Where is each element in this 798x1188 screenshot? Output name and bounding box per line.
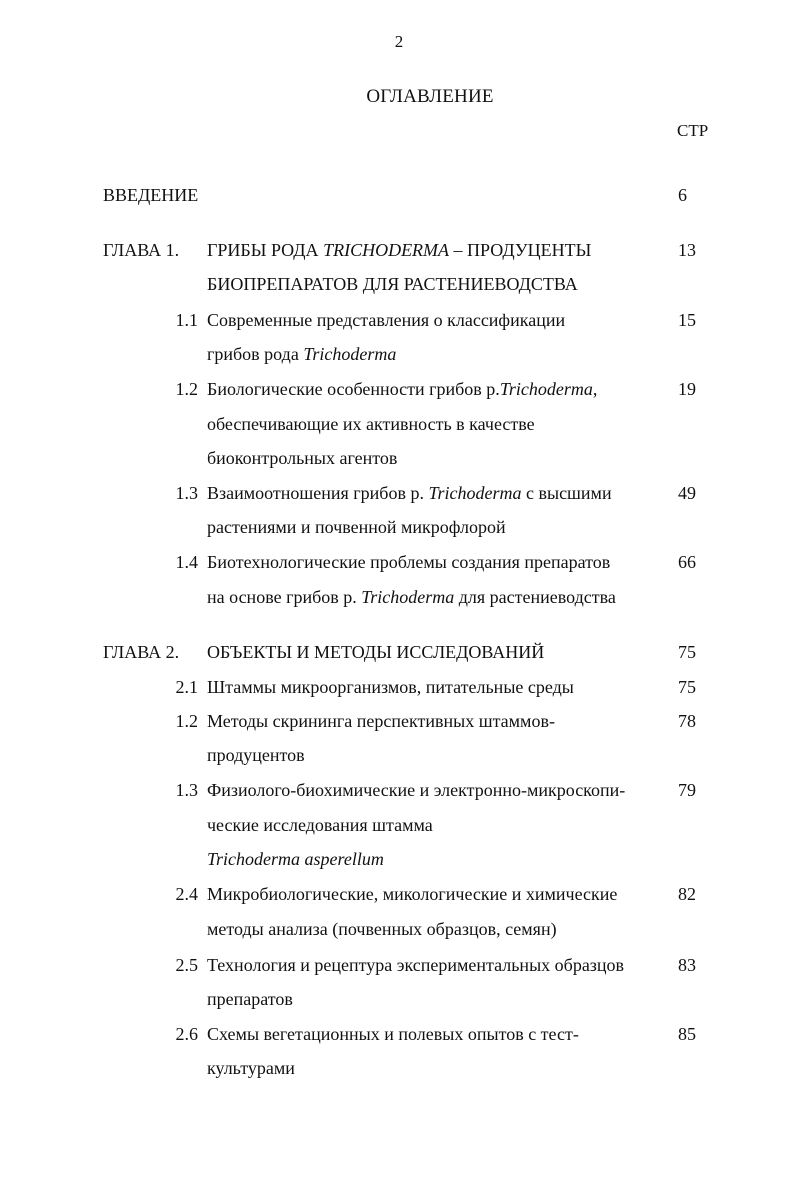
- section-title-line: препаратов: [207, 989, 293, 1009]
- page-column-header: СТР: [677, 121, 709, 140]
- chapter2-label: ГЛАВА 2.: [103, 642, 180, 662]
- section-title-line: Взаимоотношения грибов р. Trichoderma с высшими: [207, 483, 612, 503]
- toc-intro-page: 6: [678, 185, 687, 205]
- section-title-line: методы анализа (почвенных образцов, семян): [207, 919, 557, 939]
- section-title-line: Биотехнологические проблемы создания препаратов: [207, 552, 611, 572]
- section-number: 2.5: [175, 955, 198, 975]
- section-title-line: Микробиологические, микологические и химические: [207, 884, 618, 904]
- section-title-line: обеспечивающие их активность в качестве: [207, 414, 535, 434]
- chapter2-title: ОБЪЕКТЫ И МЕТОДЫ ИССЛЕДОВАНИЙ: [207, 642, 545, 662]
- section-title-line: Схемы вегетационных и полевых опытов с тест-: [207, 1024, 579, 1044]
- section-page: 82: [678, 884, 696, 904]
- section-page: 78: [678, 711, 696, 731]
- section-page: 15: [678, 310, 696, 330]
- section-title-line: Биологические особенности грибов р.Trichoderma,: [207, 379, 598, 399]
- chapter1-title-line1: ГРИБЫ РОДА TRICHODERMA – ПРОДУЦЕНТЫ: [207, 240, 592, 260]
- section-page: 85: [678, 1024, 696, 1044]
- section-page: 66: [678, 552, 696, 572]
- toc-intro-label: ВВЕДЕНИЕ: [103, 185, 199, 205]
- section-title-line: продуцентов: [207, 745, 305, 765]
- section-title-line: Технология и рецептура экспериментальных образцов: [207, 955, 625, 975]
- section-page: 83: [678, 955, 696, 975]
- section-title-line: на основе грибов р. Trichoderma для растениеводства: [207, 587, 616, 607]
- section-title-line: Методы скрининга перспективных штаммов-: [207, 711, 555, 731]
- section-number: 1.3: [175, 780, 198, 800]
- chapter2-page: 75: [678, 642, 696, 662]
- section-title-line: Trichoderma asperellum: [207, 849, 384, 869]
- section-page: 49: [678, 483, 696, 503]
- section-title-line: Штаммы микроорганизмов, питательные среды: [207, 677, 574, 697]
- section-title-line: Современные представления о классификации: [207, 310, 566, 330]
- section-title-line: растениями и почвенной микрофлорой: [207, 517, 506, 537]
- section-page: 75: [678, 677, 696, 697]
- section-number: 2.6: [175, 1024, 198, 1044]
- section-number: 1.3: [175, 483, 198, 503]
- page-title: ОГЛАВЛЕНИЕ: [366, 86, 494, 107]
- section-title-line: биоконтрольных агентов: [207, 448, 398, 468]
- section-title-line: ческие исследования штамма: [207, 815, 433, 835]
- section-number: 2.4: [175, 884, 198, 904]
- section-number: 1.2: [175, 379, 198, 399]
- chapter1-label: ГЛАВА 1.: [103, 240, 180, 260]
- section-page: 79: [678, 780, 696, 800]
- section-page: 19: [678, 379, 696, 399]
- section-number: 1.4: [175, 552, 198, 572]
- section-number: 1.2: [175, 711, 198, 731]
- section-title-line: грибов рода Trichoderma: [207, 344, 397, 364]
- section-number: 2.1: [175, 677, 198, 697]
- section-title-line: культурами: [207, 1058, 295, 1078]
- chapter1-page: 13: [678, 240, 696, 260]
- section-number: 1.1: [175, 310, 198, 330]
- page-number: 2: [394, 32, 404, 51]
- section-title-line: Физиолого-биохимические и электронно-микроскопи-: [207, 780, 626, 800]
- chapter1-title-line2: БИОПРЕПАРАТОВ ДЛЯ РАСТЕНИЕВОДСТВА: [207, 274, 578, 294]
